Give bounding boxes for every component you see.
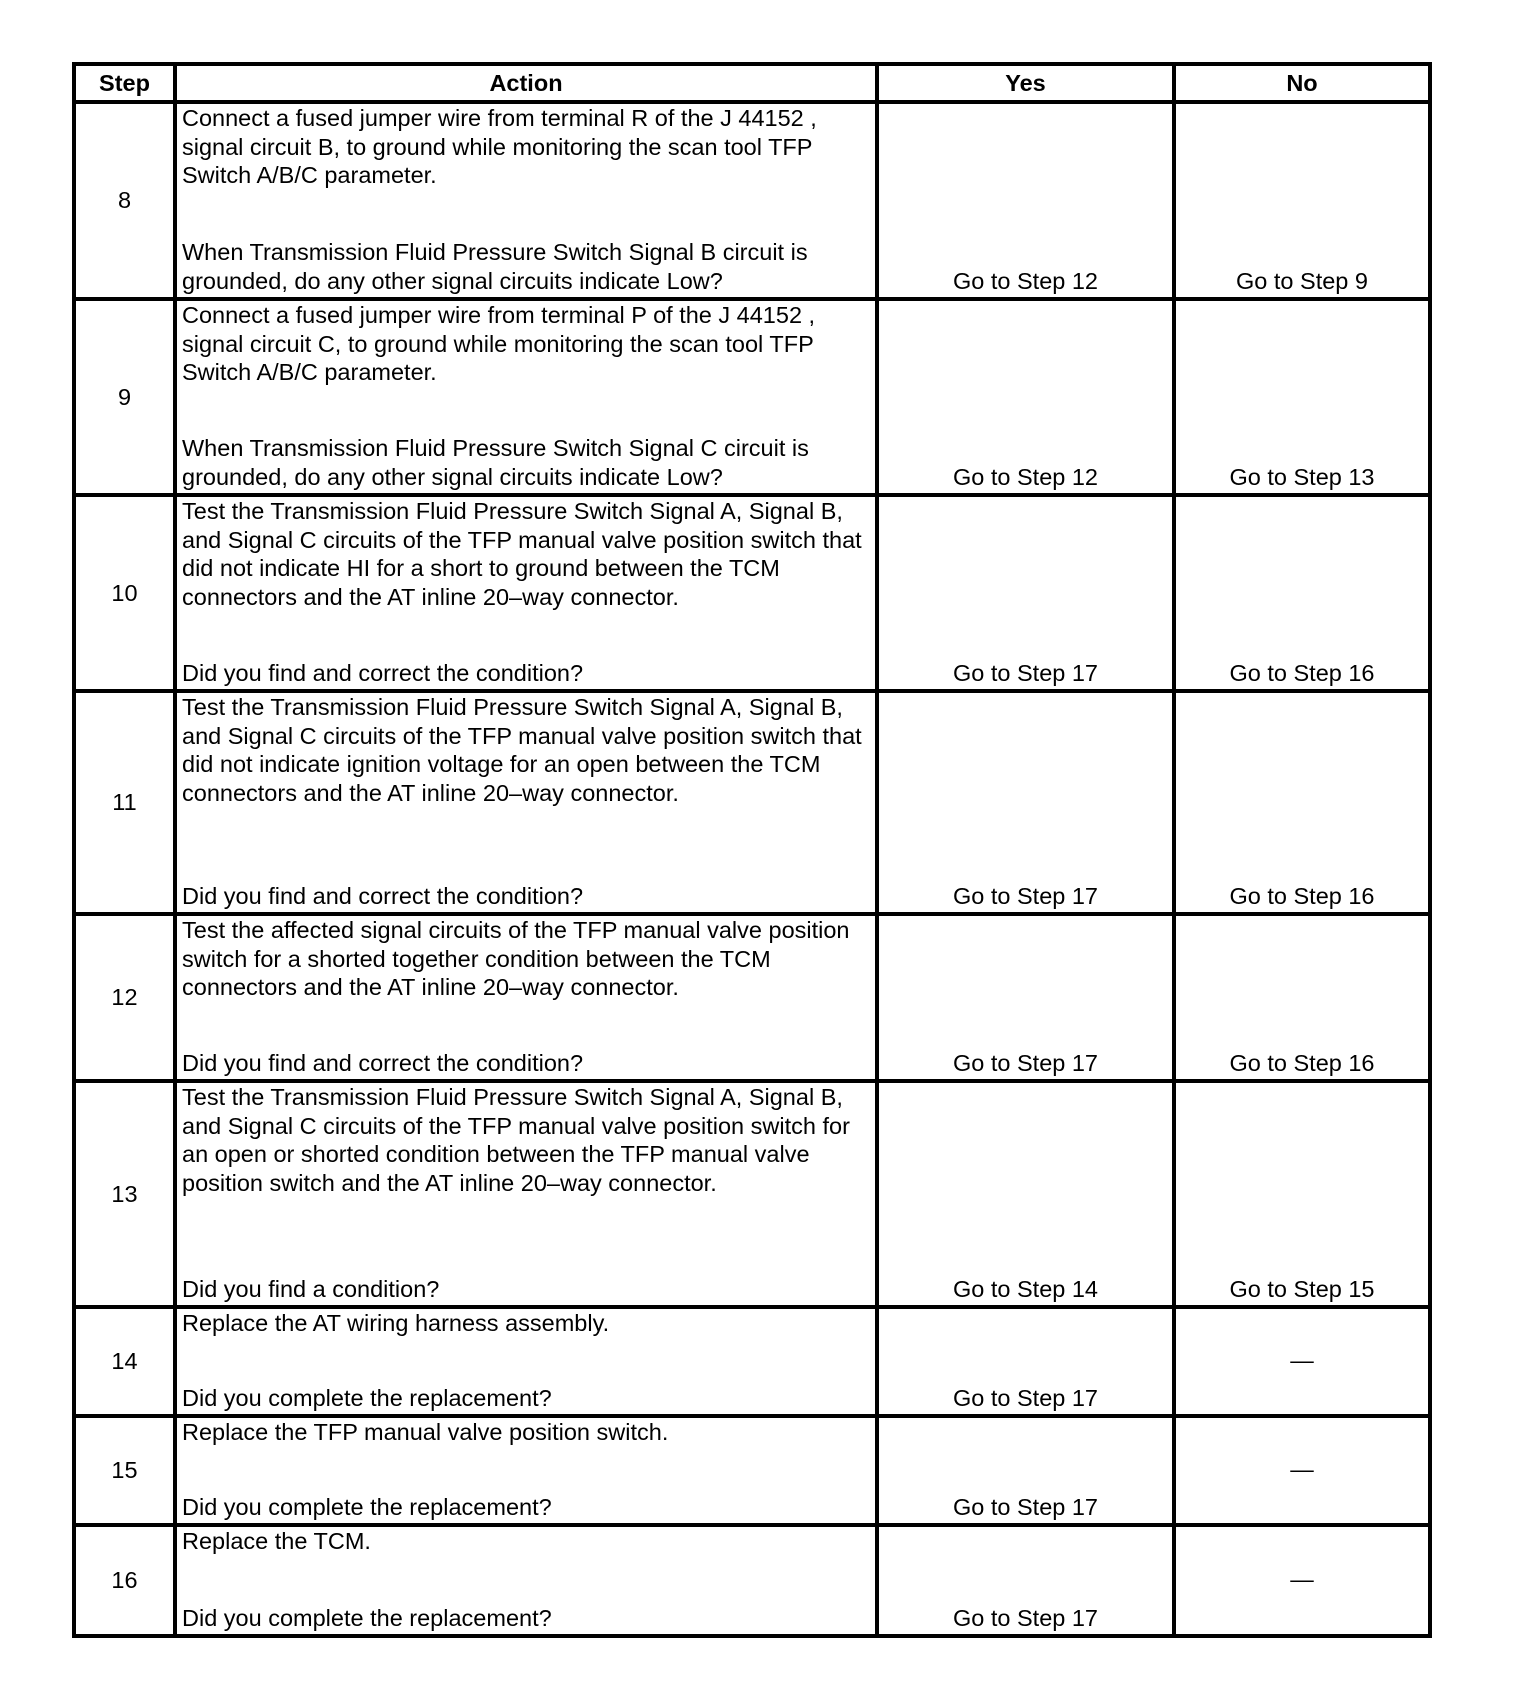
table-row <box>74 1081 1430 1307</box>
action-cell <box>175 495 877 691</box>
table-row <box>74 1416 1430 1525</box>
step-number: 15 <box>74 1416 175 1525</box>
no-result: Go to Step 16 <box>1174 691 1430 914</box>
action-question: When Transmission Fluid Pressure Switch Signal B circuit is grounded, do any other signal circuits indicate Low? <box>182 239 808 294</box>
no-result: — <box>1174 1416 1430 1525</box>
action-cell <box>175 299 877 495</box>
action-cell <box>175 1525 877 1636</box>
action-text: Connect a fused jumper wire from terminal P of the J 44152 , signal circuit C, to ground while monitoring the scan tool TFP Switch A/B/C parameter. <box>182 302 816 385</box>
action-question: When Transmission Fluid Pressure Switch Signal C circuit is grounded, do any other signal circuits indicate Low? <box>182 435 809 490</box>
step-number: 16 <box>74 1525 175 1636</box>
table-row <box>74 495 1430 691</box>
step-number: 13 <box>74 1081 175 1307</box>
action-question: Did you find and correct the condition? <box>182 1049 584 1076</box>
table-row <box>74 1525 1430 1636</box>
no-result: Go to Step 16 <box>1174 495 1430 691</box>
action-cell <box>175 691 877 914</box>
header-yes: Yes <box>877 64 1174 102</box>
table-row <box>74 299 1430 495</box>
no-result: Go to Step 13 <box>1174 299 1430 495</box>
action-cell <box>175 914 877 1081</box>
action-text: Test the Transmission Fluid Pressure Switch Signal A, Signal B, and Signal C circuits of the TFP manual valve position switch that did not indicate ignition voltage for an open between the TCM connectors and the AT inline 20–way connector. <box>182 694 862 806</box>
action-cell <box>175 1416 877 1525</box>
yes-result: Go to Step 14 <box>877 1081 1174 1307</box>
yes-result: Go to Step 12 <box>877 102 1174 299</box>
yes-result: Go to Step 12 <box>877 299 1174 495</box>
table-row <box>74 1307 1430 1416</box>
header-no: No <box>1174 64 1430 102</box>
yes-result: Go to Step 17 <box>877 1416 1174 1525</box>
action-text: Replace the TFP manual valve position switch. <box>182 1419 669 1445</box>
action-question: Did you complete the replacement? <box>182 1384 552 1411</box>
no-result: Go to Step 15 <box>1174 1081 1430 1307</box>
table-row <box>74 914 1430 1081</box>
yes-result: Go to Step 17 <box>877 1307 1174 1416</box>
step-number: 12 <box>74 914 175 1081</box>
action-cell <box>175 1081 877 1307</box>
step-number: 8 <box>74 102 175 299</box>
yes-result: Go to Step 17 <box>877 691 1174 914</box>
no-result: Go to Step 16 <box>1174 914 1430 1081</box>
no-result: Go to Step 9 <box>1174 102 1430 299</box>
table-row <box>74 691 1430 914</box>
action-question: Did you find and correct the condition? <box>182 882 584 909</box>
header-step: Step <box>74 64 175 102</box>
diagnostic-steps-table <box>72 62 1432 1638</box>
table-row <box>74 102 1430 299</box>
step-number: 14 <box>74 1307 175 1416</box>
action-text: Test the Transmission Fluid Pressure Switch Signal A, Signal B, and Signal C circuits of the TFP manual valve position switch for an open or shorted condition between the TFP manual valve position switch and the AT inline 20–way connector. <box>182 1084 850 1196</box>
action-question: Did you find a condition? <box>182 1275 440 1302</box>
step-number: 9 <box>74 299 175 495</box>
action-cell <box>175 102 877 299</box>
yes-result: Go to Step 17 <box>877 495 1174 691</box>
header-row <box>74 64 1430 102</box>
step-number: 11 <box>74 691 175 914</box>
action-text: Replace the TCM. <box>182 1528 371 1554</box>
action-text: Connect a fused jumper wire from terminal R of the J 44152 , signal circuit B, to ground while monitoring the scan tool TFP Switch A/B/C parameter. <box>182 105 817 188</box>
no-result: — <box>1174 1307 1430 1416</box>
action-question: Did you complete the replacement? <box>182 1493 552 1520</box>
action-text: Replace the AT wiring harness assembly. <box>182 1310 610 1336</box>
yes-result: Go to Step 17 <box>877 914 1174 1081</box>
step-number: 10 <box>74 495 175 691</box>
action-question: Did you complete the replacement? <box>182 1604 552 1631</box>
action-text: Test the Transmission Fluid Pressure Switch Signal A, Signal B, and Signal C circuits of the TFP manual valve position switch that did not indicate HI for a short to ground between the TCM connectors and the AT inline 20–way connector. <box>182 498 862 610</box>
header-action: Action <box>175 64 877 102</box>
action-cell <box>175 1307 877 1416</box>
no-result: — <box>1174 1525 1430 1636</box>
action-question: Did you find and correct the condition? <box>182 659 584 686</box>
action-text: Test the affected signal circuits of the TFP manual valve position switch for a shorted together condition between the TCM connectors and the AT inline 20–way connector. <box>182 917 850 1000</box>
yes-result: Go to Step 17 <box>877 1525 1174 1636</box>
